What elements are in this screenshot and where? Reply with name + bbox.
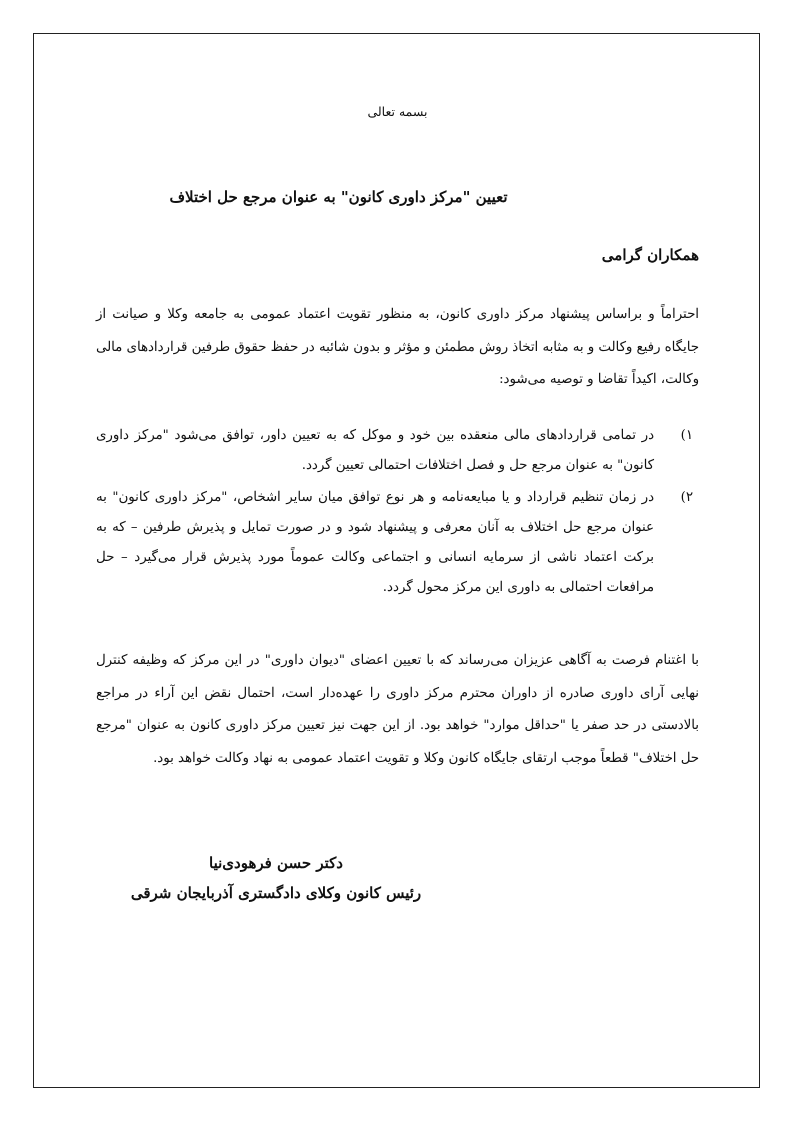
closing-paragraph: با اغتنام فرصت به آگاهی عزیزان می‌رساند که با تعیین اعضای "دیوان داوری" در این مرکز که وظیفه کنترل نهایی آرای داوری صادره از داوران محترم مرکز داوری را عهده‌دار است، احتمال نقض این آراء در مراجع بالادستی در حد صفر یا "حداقل موارد" خواهد بود. از این جهت نیز تعیین مرکز داوری کانون به عنوان "مرجع حل اختلاف" قطعاً موجب ارتقای جایگاه کانون وکلا و تقویت اعتماد عمومی به نهاد وکالت خواهد بود. — [96, 653, 699, 766]
intro-paragraph: احتراماً و براساس پیشنهاد مرکز داوری کانون، به منظور تقویت اعتماد عمومی به جامعه وکلا و صیانت از جایگاه رفیع وکالت و به مثابه اتخاذ روش مطمئن و مؤثر و بدون شائبه در حفظ حقوق طرفین قراردادهای مالی وکالت، اکیداً تقاضا و توصیه می‌شود: — [96, 307, 699, 387]
list-item-text: در زمان تنظیم قرارداد و یا مبایعه‌نامه و هر نوع توافق میان سایر اشخاص، "مرکز داوری کانون" به عنوان مرجع حل اختلاف به آنان معرفی و پیشنهاد شود و در صورت تمایل و پذیرش طرفین – که به برکت اعتماد ناشی از سرمایه انسانی و اجتماعی وکالت عموماً مورد پذیرش قرار می‌گیرد – حل مرافعات احتمالی به داوری این مرکز محول گردد. — [96, 490, 654, 595]
signatory-name: دکتر حسن فرهودی‌نیا — [209, 854, 343, 872]
signatory-position: رئیس کانون وکلای دادگستری آذربایجان شرقی — [130, 884, 422, 902]
list-item-number: ۱) — [680, 428, 693, 443]
list-item-text: در تمامی قراردادهای مالی منعقده بین خود و موکل که به تعیین داور، توافق می‌شود "مرکز داوری کانون" به عنوان مرجع حل و فصل اختلافات احتمالی تعیین گردد. — [96, 428, 654, 473]
list-item — [96, 421, 699, 481]
opening-invocation: بسمه تعالی — [367, 104, 428, 119]
signature-block — [116, 848, 436, 908]
list-item-number: ۲) — [680, 490, 693, 505]
list-item — [96, 483, 699, 603]
letter-title: تعیین "مرکز داوری کانون" به عنوان مرجع حل اختلاف — [169, 188, 508, 206]
greeting: همکاران گرامی — [601, 246, 699, 264]
request-list — [96, 421, 699, 605]
